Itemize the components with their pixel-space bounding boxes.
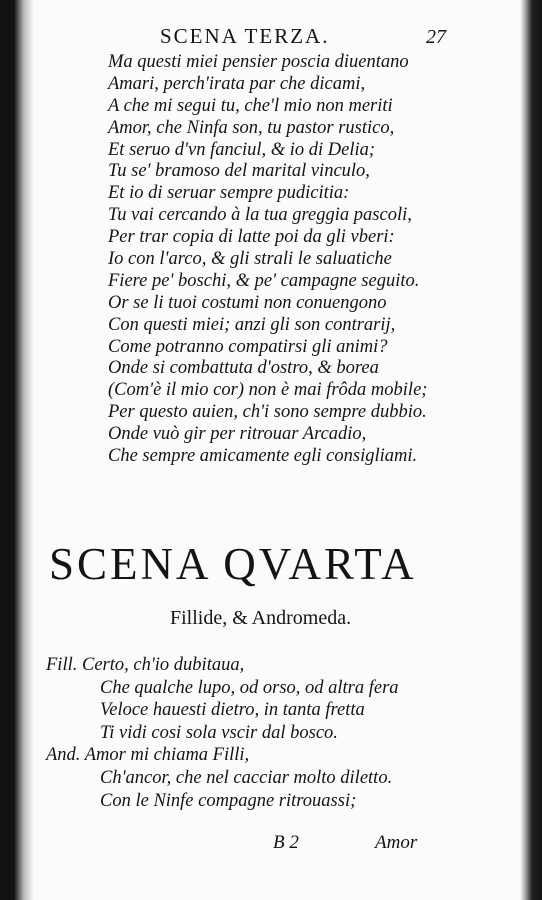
character-list: Fillide, & Andromeda. [170,607,352,629]
verse-block [108,52,488,468]
verse-line: Onde si combattuta d'ostro, & borea [108,358,379,379]
dialogue-text: Con le Ninfe compagne ritrouassi; [100,790,357,811]
dialogue-line [46,699,466,722]
dialogue-text: Che qualche lupo, od orso, od altra fera [100,677,399,698]
dialogue-text: Amor mi chiama Filli, [84,745,250,766]
verse-line: Come potranno compatirsi gli animi? [108,336,388,357]
verse-line: Ma questi miei pensier poscia diuentano [108,52,409,72]
dialogue-text: Certo, ch'io dubitaua, [81,655,245,675]
verse-line: Che sempre amicamente egli consigliami. [108,446,418,467]
verse-line: Con questi miei; anzi gli son contrarij, [108,314,396,335]
running-head: SCENA TERZA. [160,24,330,48]
scene-title: SCENA QVARTA [49,539,417,589]
dialogue-line [46,744,466,767]
speaker-label: Fill. [46,655,78,675]
dialogue-line [46,677,466,700]
verse-line: Tu vai cercando à la tua greggia pascoli, [108,205,412,226]
verse-line: Fiere pe' boschi, & pe' campagne seguito. [108,270,420,291]
verse-line: (Com'è il mio cor) non è mai frôda mobile; [108,380,428,401]
verse-line: Io con l'arco, & gli strali le saluatiche [108,249,392,270]
dialogue-line [46,767,466,790]
speaker-label: And. [46,745,81,766]
dialogue-line [46,790,466,813]
verse-line: Or se li tuoi costumi non conuengono [108,292,387,313]
dialogue-line [46,722,466,745]
verse-line: A che mi segui tu, che'l mio non meriti [108,95,393,116]
verse-line: Per questo auien, ch'i sono sempre dubbio. [108,402,427,423]
verse-line: Onde vuò gir per ritrouar Arcadio, [108,424,367,445]
catchword: Amor [375,832,418,853]
binding-gutter-left [0,0,34,900]
dialogue-text: Ti vidi cosi sola vscir dal bosco. [100,722,338,743]
verse-line: Et seruo d'vn fanciul, & io di Delia; [108,139,376,160]
dialogue-text: Ch'ancor, che nel cacciar molto diletto. [100,767,393,788]
verse-line: Tu se' bramoso del marital vinculo, [108,161,370,182]
dialogue-text: Veloce hauesti dietro, in tanta fretta [100,700,365,721]
verse-line: Amari, perch'irata par che dicami, [108,73,366,94]
verse-line: Et io di seruar sempre pudicitia: [108,183,350,204]
dialogue-block [46,654,466,812]
page-edge-right [520,0,542,900]
verse-line: Per trar copia di latte poi da gli vberi: [108,227,395,248]
page-number: 27 [426,26,446,48]
signature-mark: B 2 [273,832,299,853]
dialogue-line [46,654,466,677]
verse-line: Amor, che Ninfa son, tu pastor rustico, [108,117,395,138]
